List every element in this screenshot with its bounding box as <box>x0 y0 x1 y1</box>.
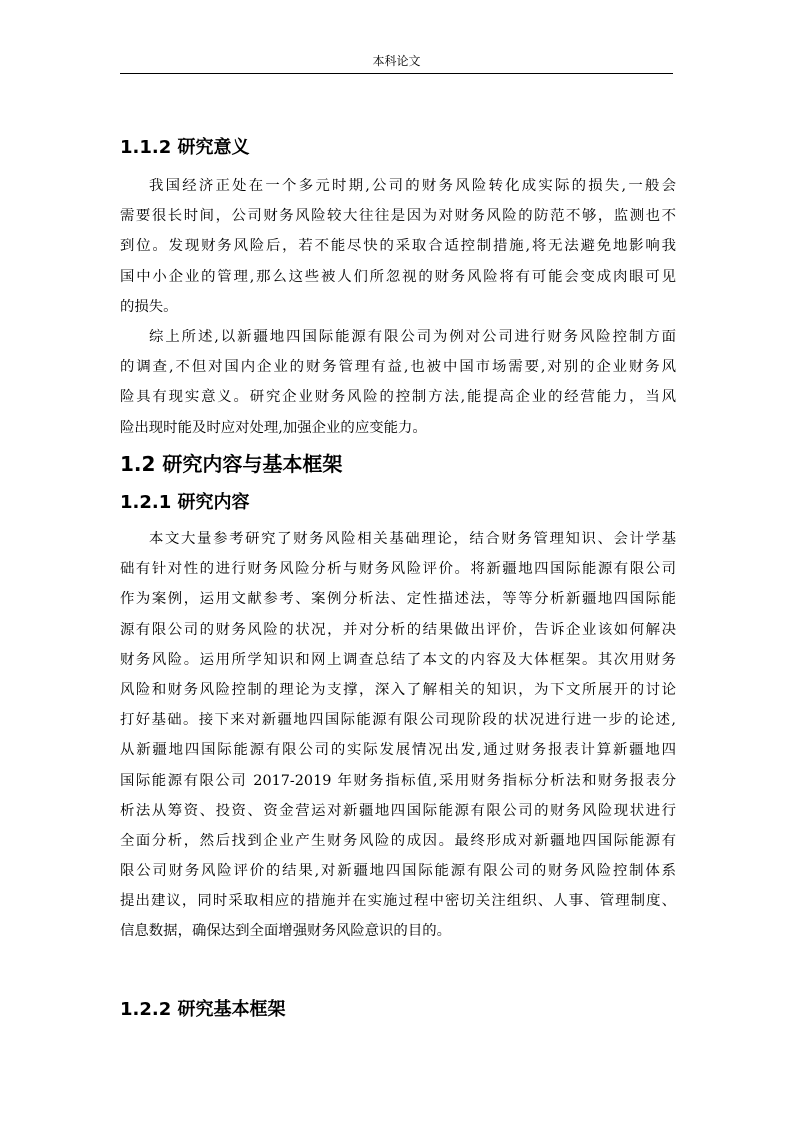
text-line: 财务风险。运用所学知识和网上调查总结了本文的内容及大体框架。其次用财务 <box>120 651 676 668</box>
paragraph-significance-2 <box>120 322 676 443</box>
text-line: 国际能源有限公司 2017-2019 年财务指标值,采用财务指标分析法和财务报表分 <box>120 772 676 789</box>
text-line: 本文大量参考研究了财务风险相关基础理论，结合财务管理知识、会计学基 <box>149 531 676 547</box>
text-line: 源有限公司的财务风险的状况，并对分析的结果做出评价，告诉企业该如何解决 <box>120 621 676 638</box>
text-line: 析法从筹资、投资、资金营运对新疆地四国际能源有限公司的财务风险现状进行 <box>120 802 676 819</box>
text-line: 限公司财务风险评价的结果,对新疆地四国际能源有限公司的财务风险控制体系 <box>120 863 676 880</box>
text-line: 我国经济正处在一个多元时期,公司的财务风险转化成实际的损失,一般会 <box>149 178 676 194</box>
text-line: 打好基础。接下来对新疆地四国际能源有限公司现阶段的状况进行进一步的论述, <box>120 712 676 729</box>
section-heading-1-2: 1.2 研究内容与基本框架 <box>120 452 343 476</box>
text-line: 险出现时能及时应对处理,加强企业的应变能力。 <box>120 419 427 436</box>
text-line: 的调查,不但对国内企业的财务管理有益,也被中国市场需要,对别的企业财务风 <box>120 359 676 376</box>
text-line: 险具有现实意义。研究企业财务风险的控制方法,能提高企业的经营能力，当风 <box>120 389 676 406</box>
text-line: 的损失。 <box>120 298 178 315</box>
section-heading-1-2-2: 1.2.2 研究基本框架 <box>120 999 286 1020</box>
section-heading-1-2-1: 1.2.1 研究内容 <box>120 492 250 513</box>
text-line: 从新疆地四国际能源有限公司的实际发展情况出发,通过财务报表计算新疆地四 <box>120 742 676 759</box>
page-header: 本科论文 <box>372 54 421 68</box>
text-line: 到位。发现财务风险后，若不能尽快的采取合适控制措施,将无法避免地影响我 <box>120 238 676 255</box>
paragraph-research-content <box>120 524 676 947</box>
text-line: 提出建议，同时采取相应的措施并在实施过程中密切关注组织、人事、管理制度、 <box>120 893 676 910</box>
section-heading-1-1-2: 1.1.2 研究意义 <box>120 137 250 158</box>
text-line: 风险和财务风险控制的理论为支撑，深入了解相关的知识，为下文所展开的讨论 <box>120 681 676 698</box>
paragraph-significance-1 <box>120 171 676 322</box>
text-line: 信息数据，确保达到全面增强财务风险意识的目的。 <box>120 923 451 940</box>
text-line: 全面分析，然后找到企业产生财务风险的成因。最终形成对新疆地四国际能源有 <box>120 832 676 849</box>
text-line: 国中小企业的管理,那么这些被人们所忽视的财务风险将有可能会变成肉眼可见 <box>120 268 676 285</box>
text-line: 作为案例，运用文献参考、案例分析法、定性描述法，等等分析新疆地四国际能 <box>120 591 676 608</box>
text-line: 综上所述,以新疆地四国际能源有限公司为例对公司进行财务风险控制方面 <box>149 329 676 345</box>
text-line: 需要很长时间，公司财务风险较大往往是因为对财务风险的防范不够，监测也不 <box>120 208 676 225</box>
header-divider <box>120 73 673 74</box>
text-line: 础有针对性的进行财务风险分析与财务风险评价。将新疆地四国际能源有限公司 <box>120 561 676 578</box>
